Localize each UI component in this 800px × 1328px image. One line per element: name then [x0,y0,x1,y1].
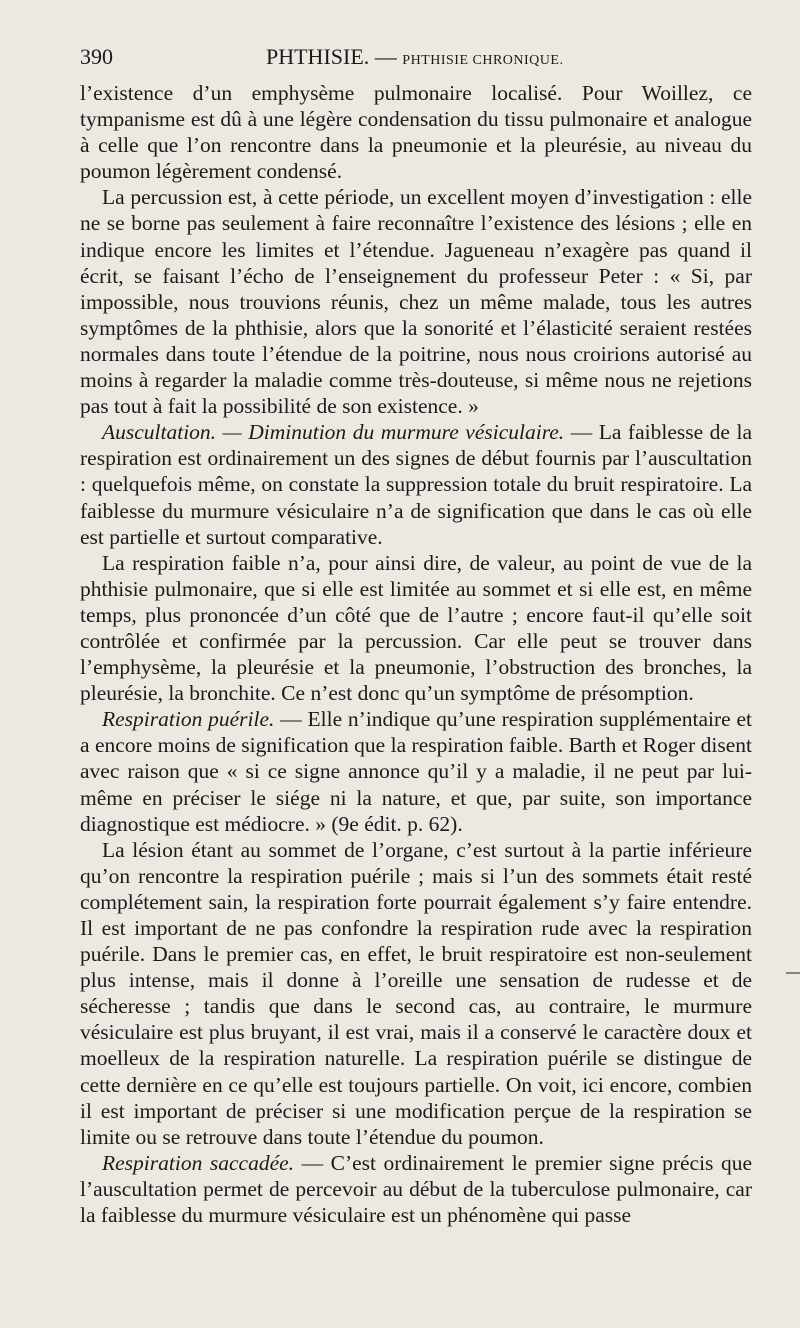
section-heading-auscultation: Auscultation. — Diminution du murmure vésiculaire. [102,420,565,445]
page-number: 390 [80,44,113,69]
section-heading-respiration-saccadee: Respiration saccadée. [102,1150,295,1175]
section-heading-respiration-puerile: Respiration puérile. [102,707,275,732]
paragraph-respiration-saccadee: Respiration saccadée. — C’est ordinairement le premier signe précis que l’auscultation permet de percevoir au début de la tuberculose pulmonaire, car la faiblesse du murmure vésiculaire est un phénomène qui passe [80,1150,752,1228]
page-body [80,80,752,1228]
paragraph-percussion: La percussion est, à cette période, un excellent moyen d’investigation : elle ne se borne pas seulement à faire reconnaître l’existence des lésions ; elle en indique encore les limites et l’étendue. Jagueneau n’exagère pas quand il écrit, se faisant l’écho de l’enseignement du professeur Peter : « Si, par impossible, nous trouvions réunis, chez un même malade, tous les autres symptômes de la phthisie, alors que la sonorité et l’élasticité seraient restées normales dans toute l’étendue de la poitrine, nous nous croirions autorisé au moins à regarder la maladie comme très-douteuse, si même nous ne rejetions pas tout à fait la possibilité de son existence. » [80,185,752,419]
paragraph-respiration-puerile: Respiration puérile. — Elle n’indique qu’une respiration supplémentaire et a encore moins de signification que la respiration faible. Barth et Roger disent avec raison que « si ce signe annonce qu’il y a maladie, il ne peut par lui-même en préciser le siége ni la nature, et que, par suite, son importance diagnostique est médiocre. » (9e édit. p. 62). [80,707,752,836]
section-title: PHTHISIE CHRONIQUE. [402,53,564,68]
chapter-title: PHTHISIE. [266,44,370,69]
margin-mark [786,972,800,974]
running-title [266,42,563,76]
paragraph-1: l’existence d’un emphysème pulmonaire localisé. Pour Woillez, ce tympanisme est dû à une légère condensation du tissu pulmonaire et analogue à celle que l’on rencontre dans la pneumonie et la pleurésie, au niveau du poumon légèrement condensé. [80,81,752,184]
paragraph-auscultation: Auscultation. — Diminution du murmure vésiculaire. — La faiblesse de la respiration est ordinairement un des signes de début fournis par l’auscultation : quelquefois même, on constate la suppression totale du bruit respiratoire. La faiblesse du murmure vésiculaire n’a de signification que dans le cas où elle est partielle et surtout comparative. [80,420,753,549]
paragraph-lesion: La lésion étant au sommet de l’organe, c’est surtout à la partie inférieure qu’on rencontre la respiration puérile ; mais si l’un des sommets était resté complétement sain, la respiration forte pourrait également s’y faire entendre. Il est important de ne pas confondre la respiration rude avec la respiration puérile. Dans le premier cas, en effet, le bruit respiratoire est non-seulement plus intense, mais il donne à l’oreille une sensation de rudesse et de sécheresse ; tandis que dans le second cas, au contraire, le murmure vésiculaire est plus bruyant, il est vrai, mais il a conservé le caractère doux et moelleux de la respiration naturelle. La respiration puérile se distingue de cette dernière en ce qu’elle est toujours partielle. On voit, ici encore, combien il est important de préciser si une modification perçue de la respiration se limite ou se retrouve dans toute l’étendue du poumon. [80,837,752,1149]
paragraph-respiration-faible: La respiration faible n’a, pour ainsi dire, de valeur, au point de vue de la phthisie pulmonaire, que si elle est limitée au sommet et si elle est, en même temps, plus prononcée d’un côté que de l’autre ; encore faut-il qu’elle soit contrôlée et confirmée par la percussion. Car elle peut se trouver dans l’emphysème, la pleurésie et la pneumonie, l’obstruction des bronches, la pleurésie, la bronchite. Ce n’est donc qu’un symptôme de présomption. [80,550,752,706]
header-dash: — [374,44,397,69]
